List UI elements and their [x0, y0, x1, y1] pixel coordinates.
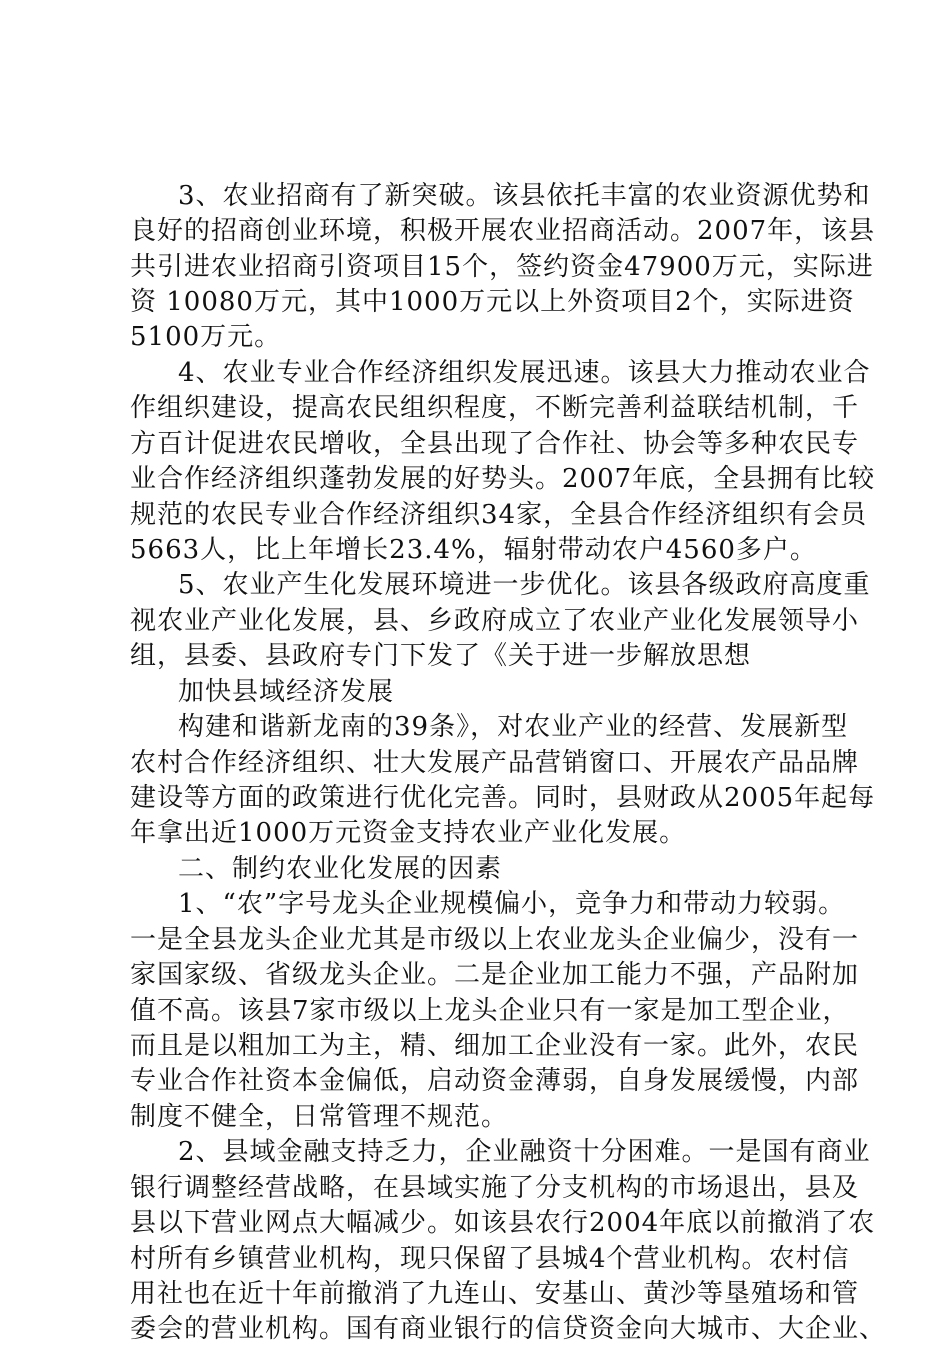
section-heading: 二、制约农业化发展的因素	[178, 854, 503, 884]
paragraph-line: 规范的农民专业合作经济组织34家，全县合作经济组织有会员	[130, 500, 868, 530]
paragraph-line: 视农业产业化发展，县、乡政府成立了农业产业化发展领导小	[130, 606, 860, 636]
paragraph-line: 农村合作经济组织、壮大发展产品营销窗口、开展农产品品牌	[130, 748, 860, 778]
paragraph-line: 制度不健全，日常管理不规范。	[130, 1102, 509, 1132]
paragraph-line: 业合作经济组织蓬勃发展的好势头。2007年底，全县拥有比较	[130, 464, 876, 494]
paragraph-line: 年拿出近1000万元资金支持农业产业化发展。	[130, 818, 687, 848]
paragraph-line: 加快县域经济发展	[178, 677, 395, 707]
paragraph-line: 而且是以粗加工为主，精、细加工企业没有一家。此外，农民	[130, 1031, 860, 1061]
paragraph-line: 4、农业专业合作经济组织发展迅速。该县大力推动农业合	[178, 358, 871, 388]
paragraph-line: 共引进农业招商引资项目15个，签约资金47900万元，实际进	[130, 252, 874, 282]
paragraph-line: 村所有乡镇营业机构，现只保留了县城4个营业机构。农村信	[130, 1244, 850, 1274]
paragraph-line: 资 10080万元，其中1000万元以上外资项目2个，实际进资	[130, 287, 855, 317]
paragraph-line: 构建和谐新龙南的39条》，对农业产业的经营、发展新型	[178, 712, 849, 742]
paragraph-line: 专业合作社资本金偏低，启动资金薄弱，自身发展缓慢，内部	[130, 1066, 860, 1096]
paragraph-line: 银行调整经营战略，在县域实施了分支机构的市场退出，县及	[130, 1173, 860, 1203]
paragraph-line: 1、“农”字号龙头企业规模偏小，竞争力和带动力较弱。	[178, 889, 846, 919]
paragraph-line: 方百计促进农民增收，全县出现了合作社、协会等多种农民专	[130, 429, 860, 459]
paragraph-line: 作组织建设，提高农民组织程度，不断完善利益联结机制，千	[130, 393, 860, 423]
paragraph-line: 5663人，比上年增长23.4%，辐射带动农户4560多户。	[130, 535, 817, 565]
paragraph-line: 县以下营业网点大幅减少。如该县农行2004年底以前撤消了农	[130, 1208, 876, 1238]
paragraph-line: 建设等方面的政策进行优化完善。同时，县财政从2005年起每	[130, 783, 876, 813]
paragraph-line: 组，县委、县政府专门下发了《关于进一步解放思想	[130, 641, 752, 671]
paragraph-line: 5、农业产生化发展环境进一步优化。该县各级政府高度重	[178, 570, 871, 600]
paragraph-line: 2、县域金融支持乏力，企业融资十分困难。一是国有商业	[178, 1137, 871, 1167]
paragraph-line: 一是全县龙头企业尤其是市级以上农业龙头企业偏少，没有一	[130, 925, 860, 955]
paragraph-line: 用社也在近十年前撤消了九连山、安基山、黄沙等垦殖场和管	[130, 1279, 860, 1309]
paragraph-line: 家国家级、省级龙头企业。二是企业加工能力不强，产品附加	[130, 960, 860, 990]
paragraph-line: 3、农业招商有了新突破。该县依托丰富的农业资源优势和	[178, 181, 871, 211]
paragraph-line: 值不高。该县7家市级以上龙头企业只有一家是加工型企业，	[130, 996, 850, 1026]
paragraph-line: 委会的营业机构。国有商业银行的信贷资金向大城市、大企业、	[130, 1314, 887, 1344]
paragraph-line: 5100万元。	[130, 322, 282, 352]
paragraph-line: 良好的招商创业环境，积极开展农业招商活动。2007年，该县	[130, 216, 876, 246]
